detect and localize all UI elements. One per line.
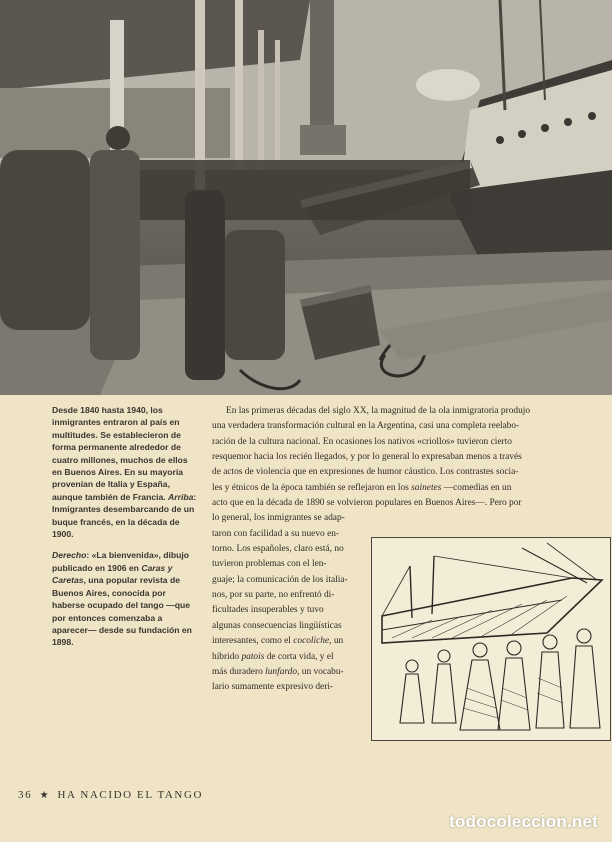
body-line: una verdadera transformación cultural en la Argentina, casi una completa reelabo- xyxy=(212,421,520,432)
body-line: lo general, los inmigrantes se adap- xyxy=(212,513,345,524)
body-line: interesantes, como el cocoliche, un xyxy=(212,636,344,647)
caption-column xyxy=(52,404,200,658)
running-title: HA NACIDO EL TANGO xyxy=(57,789,204,801)
body-line: les y étnicos de la época también se reflejaron en los sainetes —comedias en un xyxy=(212,482,512,493)
body-line: lario sumamente expresivo deri- xyxy=(212,682,334,693)
body-line: En las primeras décadas del siglo XX, la magnitud de la ola inmigratoria produjo xyxy=(226,406,531,416)
star-icon: ★ xyxy=(39,790,51,801)
la-bienvenida-drawing xyxy=(372,538,610,740)
body-line: torno. Los españoles, claro está, no xyxy=(212,544,344,555)
immigrants-photo xyxy=(0,0,612,395)
body-line: guaje; la comunicación de los italia- xyxy=(212,574,348,585)
immigrants-photo-drawing xyxy=(0,0,612,395)
caption-paragraph-top: Desde 1840 hasta 1940, los inmigrantes entraron al país en multitudes. Se establecieron de forma permanente alrededor de cuatro millones, muchos de ellos en Buenos Aires. En su mayoría provenían de Italia y España, aunque también de Francia. Arriba: Inmigrantes desembarcando de un buque francés, en la década de 1900. xyxy=(52,405,197,540)
body-line: resquemor hacia los recién llegados, y por lo general lo expresaban menos a través xyxy=(212,452,522,463)
body-line: más duradero lunfardo, un vocabu- xyxy=(212,666,344,677)
body-line: tuvieron problemas con el len- xyxy=(212,559,327,570)
la-bienvenida-illustration xyxy=(371,537,611,741)
body-line: algunas consecuencias lingüísticas xyxy=(212,620,342,631)
body-line: híbrido patois de corta vida, y el xyxy=(212,651,334,662)
page-number: 36 xyxy=(18,789,33,801)
body-line: nos, por su parte, no enfrentó di- xyxy=(212,590,335,601)
body-line: ficultades insuperables y tuvo xyxy=(212,605,324,616)
body-line: acto que en la década de 1890 se volvieron populares en Buenos Aires—. Pero por xyxy=(212,498,522,509)
caption-paragraph-right: Derecho: «La bienvenida», dibujo publicado en 1906 en Caras y Caretas, una popular revista de Buenos Aires, conocida por haberse ocupado del tango —que por entonces comenzaba a aparecer— desde su fundación en 1898. xyxy=(52,550,192,648)
body-line: de actos de violencia que en expresiones de humor cáustico. Los contrastes socia- xyxy=(212,467,519,478)
body-line: ración de la cultura nacional. En ocasiones los nativos «criollos» tuvieron cierto xyxy=(212,436,512,447)
watermark: todocoleccion.net xyxy=(449,812,598,831)
page-footer xyxy=(18,789,203,801)
body-line: taron con facilidad a su nuevo en- xyxy=(212,528,340,539)
